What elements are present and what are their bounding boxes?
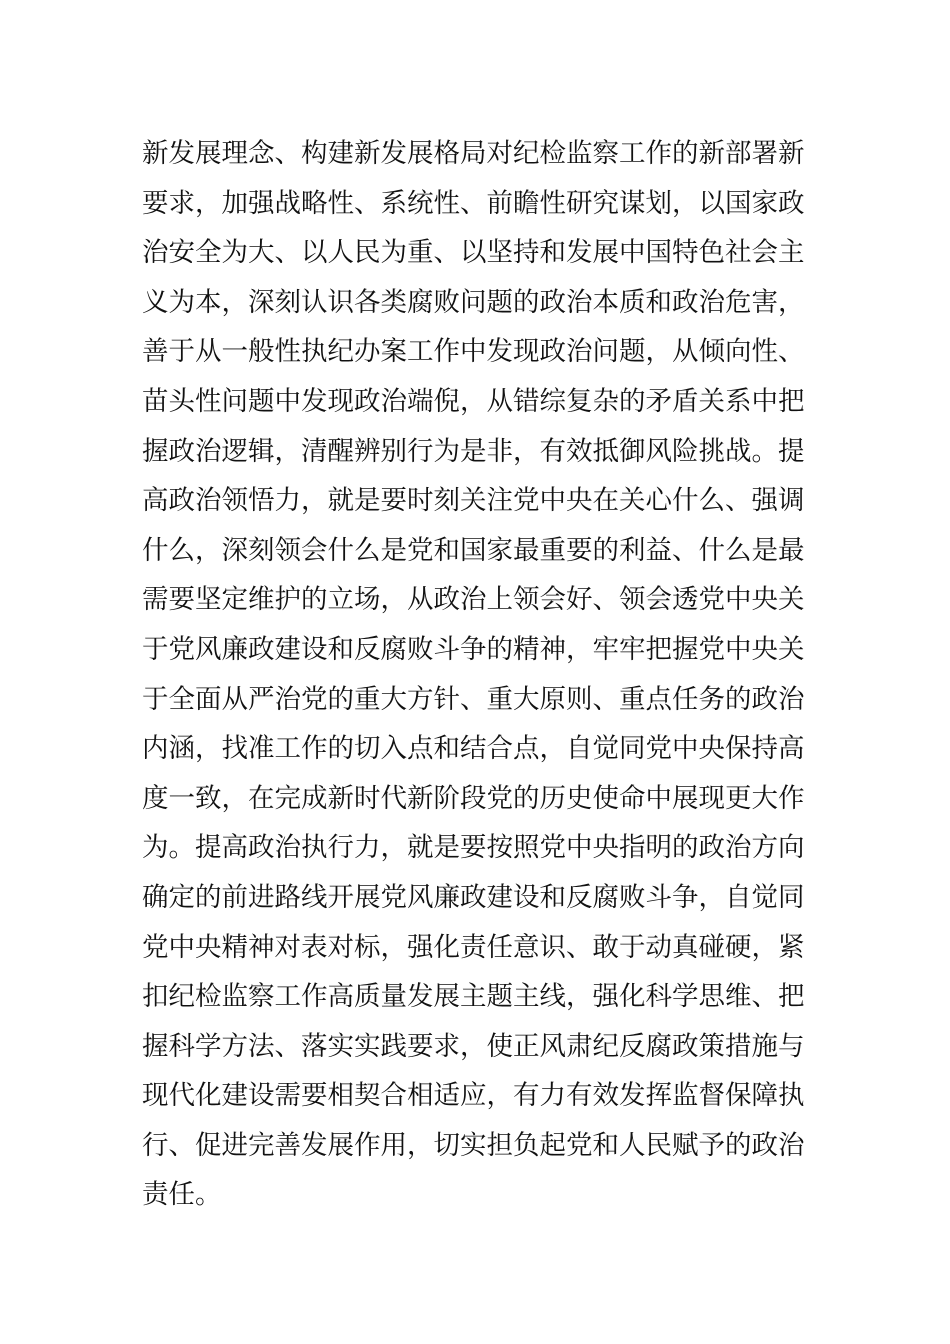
text-line: 现代化建设需要相契合相适应，有力有效发挥监督保障执 bbox=[142, 1080, 805, 1112]
text-line: 新发展理念、构建新发展格局对纪检监察工作的新部署新 bbox=[142, 138, 805, 169]
text-line: 于党风廉政建设和反腐败斗争的精神，牢牢把握党中央关 bbox=[142, 633, 805, 665]
text-line: 治安全为大、以人民为重、以坚持和发展中国特色社会主 bbox=[142, 237, 805, 269]
body-paragraph bbox=[142, 129, 822, 1220]
text-line: 于全面从严治党的重大方针、重大原则、重点任务的政治 bbox=[142, 683, 805, 715]
text-line: 确定的前进路线开展党风廉政建设和反腐败斗争，自觉同 bbox=[142, 881, 805, 913]
text-line: 度一致，在完成新时代新阶段党的历史使命中展现更大作 bbox=[142, 782, 805, 814]
text-line: 要求，加强战略性、系统性、前瞻性研究谋划，以国家政 bbox=[142, 187, 805, 219]
text-line: 责任。 bbox=[142, 1179, 222, 1211]
text-line: 握政治逻辑，清醒辨别行为是非，有效抵御风险挑战。提 bbox=[142, 435, 805, 467]
text-line: 握科学方法、落实实践要求，使正风肃纪反腐政策措施与 bbox=[142, 1030, 805, 1062]
text-line: 扣纪检监察工作高质量发展主题主线，强化科学思维、把 bbox=[142, 981, 805, 1013]
text-line: 党中央精神对表对标，强化责任意识、敢于动真碰硬，紧 bbox=[142, 931, 805, 963]
text-line: 行、促进完善发展作用，切实担负起党和人民赋予的政治 bbox=[142, 1129, 805, 1161]
text-line: 苗头性问题中发现政治端倪，从错综复杂的矛盾关系中把 bbox=[142, 385, 805, 417]
text-line: 善于从一般性执纪办案工作中发现政治问题，从倾向性、 bbox=[142, 336, 805, 368]
text-line: 义为本，深刻认识各类腐败问题的政治本质和政治危害， bbox=[142, 286, 805, 318]
text-line: 需要坚定维护的立场，从政治上领会好、领会透党中央关 bbox=[142, 584, 805, 616]
text-line: 高政治领悟力，就是要时刻关注党中央在关心什么、强调 bbox=[142, 485, 805, 517]
text-line: 内涵，找准工作的切入点和结合点，自觉同党中央保持高 bbox=[142, 733, 805, 765]
text-line: 什么，深刻领会什么是党和国家最重要的利益、什么是最 bbox=[142, 534, 805, 566]
text-line: 为。提高政治执行力，就是要按照党中央指明的政治方向 bbox=[142, 832, 805, 864]
